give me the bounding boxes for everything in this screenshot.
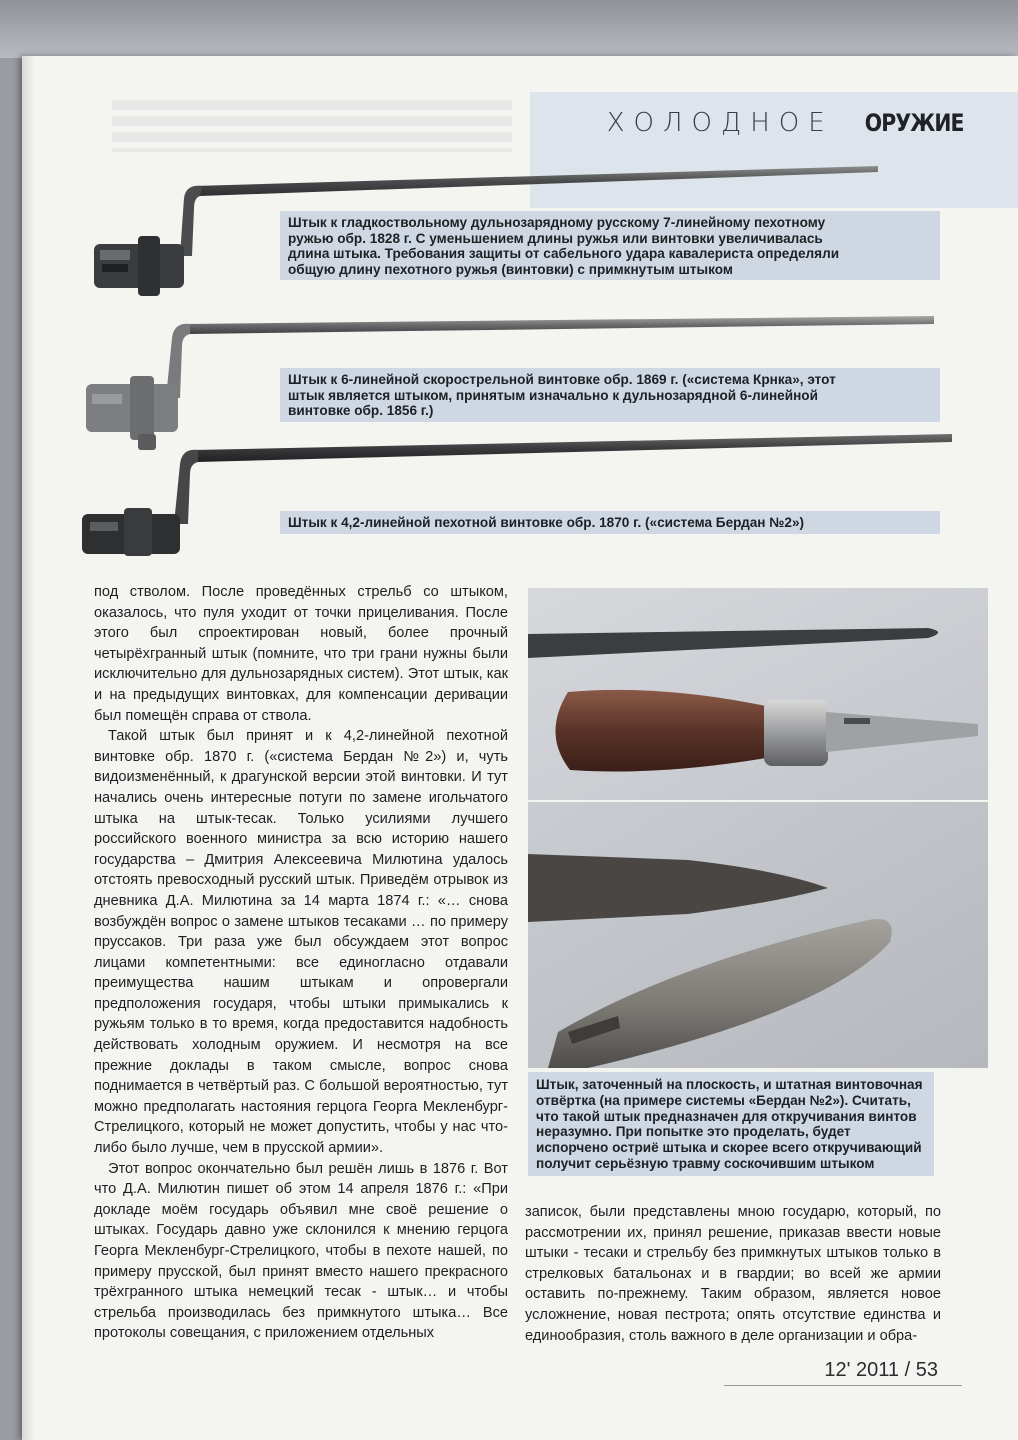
page-header xyxy=(607,108,972,138)
caption-line: ружью обр. 1828 г. С уменьшением длины ружья или винтовки увеличивалась xyxy=(288,230,823,246)
left-text-column xyxy=(94,582,508,1344)
photo-caption: Штык, заточенный на плоскость, и штатная винтовочная отвёртка (на примере системы «Бердан №2»). Считать, что такой штык предназначен для откручивания винтов неразумно. При попытке это проделать, будет испорчено остриё штыка и скорее всего откручивающий получит серьёзную травму соскочившим штыком xyxy=(528,1072,934,1176)
page-edge-shadow xyxy=(22,56,34,1440)
issue-date: 12' 2011 xyxy=(824,1359,900,1381)
caption-line: Штык к 4,2-линейной пехотной винтовке обр. 1870 г. («система Бердан №2») xyxy=(288,515,805,530)
caption-line: винтовке обр. 1856 г.) xyxy=(288,403,434,418)
bayonet-1870-image xyxy=(76,428,956,556)
screwdriver-photo xyxy=(528,588,988,800)
caption-line: Штык к гладкоствольному дульнозарядному русскому 7-линейному пехотному xyxy=(288,215,826,230)
page-folio xyxy=(824,1359,938,1382)
caption-bayonet-1869 xyxy=(280,368,940,422)
caption-line: Штык к 6-линейной скорострельной винтовке обр. 1869 г. («система Крнка», этот xyxy=(288,372,836,387)
paragraph: под стволом. После проведённых стрельб со штыком, оказалось, что пуля уходит от точки прицеливания. После этого был спроектирован новый, более прочный четырёхгранный штык (помните, что три грани нужны были исключительно для дульнозарядных систем). Этот штык, как и на предыдущих винтовках, для компенсации деривации был помещён справа от ствола. xyxy=(94,584,508,724)
paragraph: Такой штык был принят и к 4,2-линейной пехотной винтовке обр. 1870 г. («система Бердан №2») и, чуть видоизменённый, к драгунской версии этой винтовки. И тут начались очень интересные потуги по замене игольчатого штыка на штык-тесак. Только усилиями лучшего российского военного министра за всю историю нашего государства – Дмитрия Алексеевича Милютина удалось отстоять превосходный русский штык. Приведём отрывок из дневника Д.А. Милютина за 14 марта 1874 г.: «… снова возбуждён вопрос о замене штыков тесаками … по примеру пруссаков. Три раза уже был обсуждаем этот вопрос лицами компетентными: все единогласно отдавали преимущества нашим штыкам и опровергали предположения государя, чтобы штыки примыкались к ружьям только в то время, когда предоставится надобность действовать холодным оружием. И несмотря на все прежние доклады в таком смысле, вопрос снова поднимается в четвёртый раз. С большой вероятностью, тут можно предполагать настояния герцога Георга Мекленбург-Стрелицкого, который не может допустить, чтобы у нас что-либо было лучше, чем в прусской армии». xyxy=(94,728,508,1157)
caption-bayonet-1828 xyxy=(280,211,940,280)
blade-photo xyxy=(528,802,988,1068)
caption-line: штык является штыком, принятым изначально к дульнозарядной 6-линейной xyxy=(288,387,818,403)
caption-bayonet-1870 xyxy=(280,511,940,534)
magazine-page xyxy=(22,56,1018,1440)
caption-line: общую длину пехотного ружья (винтовки) с примкнутым штыком xyxy=(288,261,733,277)
show-through-text xyxy=(112,100,512,152)
section-title: ХОЛОДНОЕ xyxy=(606,108,834,138)
folio-separator: / xyxy=(904,1359,911,1381)
footer-rule xyxy=(724,1385,962,1386)
right-text-column xyxy=(525,1202,941,1346)
paragraph: записок, были представлены мною государю, который, по рассмотрении их, принял решение, приказав ввести новые штыки - тесаки и стрельбу без примкнутых штыков только в стрелковых батальонах и в гвардии; во всей же армии оставить по-прежнему. Таким образом, является новое усложнение, новая пестрота; опять отсутствие единства и единообразия, столь важного в деле организации и обра- xyxy=(525,1204,941,1344)
scan-background xyxy=(0,0,1018,58)
magazine-logo: ОРУЖИЕ xyxy=(864,109,964,137)
caption-line: длина штыка. Требования защиты от сабельного удара кавалериста определяли xyxy=(288,246,840,261)
page-number: 53 xyxy=(915,1359,938,1381)
paragraph: Этот вопрос окончательно был решён лишь в 1876 г. Вот что Д.А. Милютин пишет об этом 14 апреля 1876 г.: «При докладе моём государь объявил мне своё решение о штыках. Государь давно уже склонился к мнению герцога Георга Мекленбург-Стрелицкого, чтобы в пехоте нашей, по примеру прусской, был принят вместо нашего прекрасного трёхгранного штыка немецкий тесак - штык… и чтобы стрельба производилась без примкнутого штыка… Все протоколы совещания, с приложением отдельных xyxy=(94,1160,508,1342)
